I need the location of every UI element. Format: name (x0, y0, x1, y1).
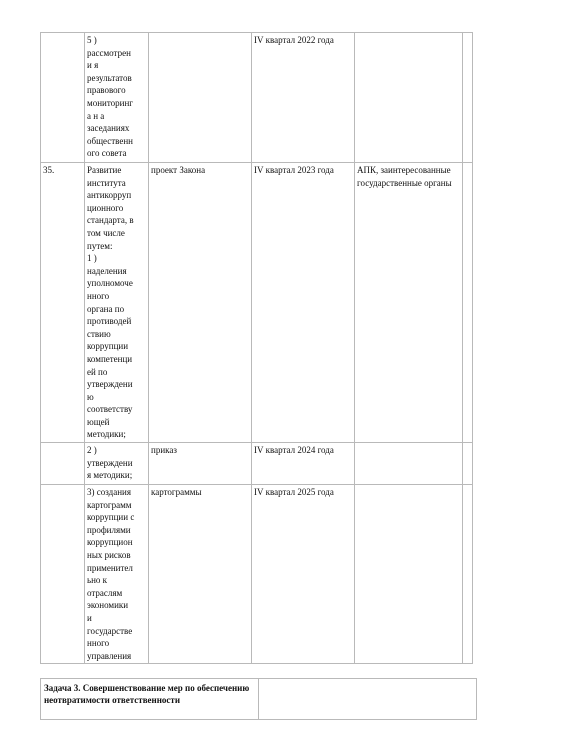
executor-cell (355, 443, 463, 485)
table-row (41, 163, 473, 443)
executor-cell (355, 33, 463, 163)
action-plan-table (40, 32, 473, 664)
row-number-cell: 35. (41, 163, 85, 443)
term-cell: IV квартал 2023 года (252, 163, 355, 443)
form-cell: приказ (149, 443, 252, 485)
executor-cell (355, 485, 463, 664)
task-second-cell (259, 679, 477, 720)
action-cell: 5 ) рассмотрен и я результатов правового мониторинг а н а заседаниях общественн ого совета (85, 33, 149, 163)
table-row (41, 443, 473, 485)
executor-cell: АПК, заинтересованные государственные органы (355, 163, 463, 443)
extra-cell (463, 485, 473, 664)
task-table (40, 678, 477, 720)
action-cell: 2 ) утверждени я методики; (85, 443, 149, 485)
term-cell: IV квартал 2024 года (252, 443, 355, 485)
table-row (41, 33, 473, 163)
action-cell: Развитие института антикорруп ционного стандарта, в том числе путем: 1 ) наделения уполномоче нного органа по противодей ствию коррупции компетенци ей по утверждени ю соответству ющей методики; (85, 163, 149, 443)
form-cell: картограммы (149, 485, 252, 664)
row-number-cell (41, 33, 85, 163)
form-cell (149, 33, 252, 163)
form-cell: проект Закона (149, 163, 252, 443)
row-number-cell (41, 485, 85, 664)
row-number-cell (41, 443, 85, 485)
extra-cell (463, 443, 473, 485)
term-cell: IV квартал 2022 года (252, 33, 355, 163)
extra-cell (463, 163, 473, 443)
task-title-cell: Задача 3. Совершенствование мер по обеспечению неотвратимости ответственности (41, 679, 259, 720)
term-cell: IV квартал 2025 года (252, 485, 355, 664)
extra-cell (463, 33, 473, 163)
action-cell: 3) создания картограмм коррупции с профилями коррупцион ных рисков применител ьно к отраслям экономики и государстве нного управления (85, 485, 149, 664)
task-row (41, 679, 477, 720)
table-row (41, 485, 473, 664)
